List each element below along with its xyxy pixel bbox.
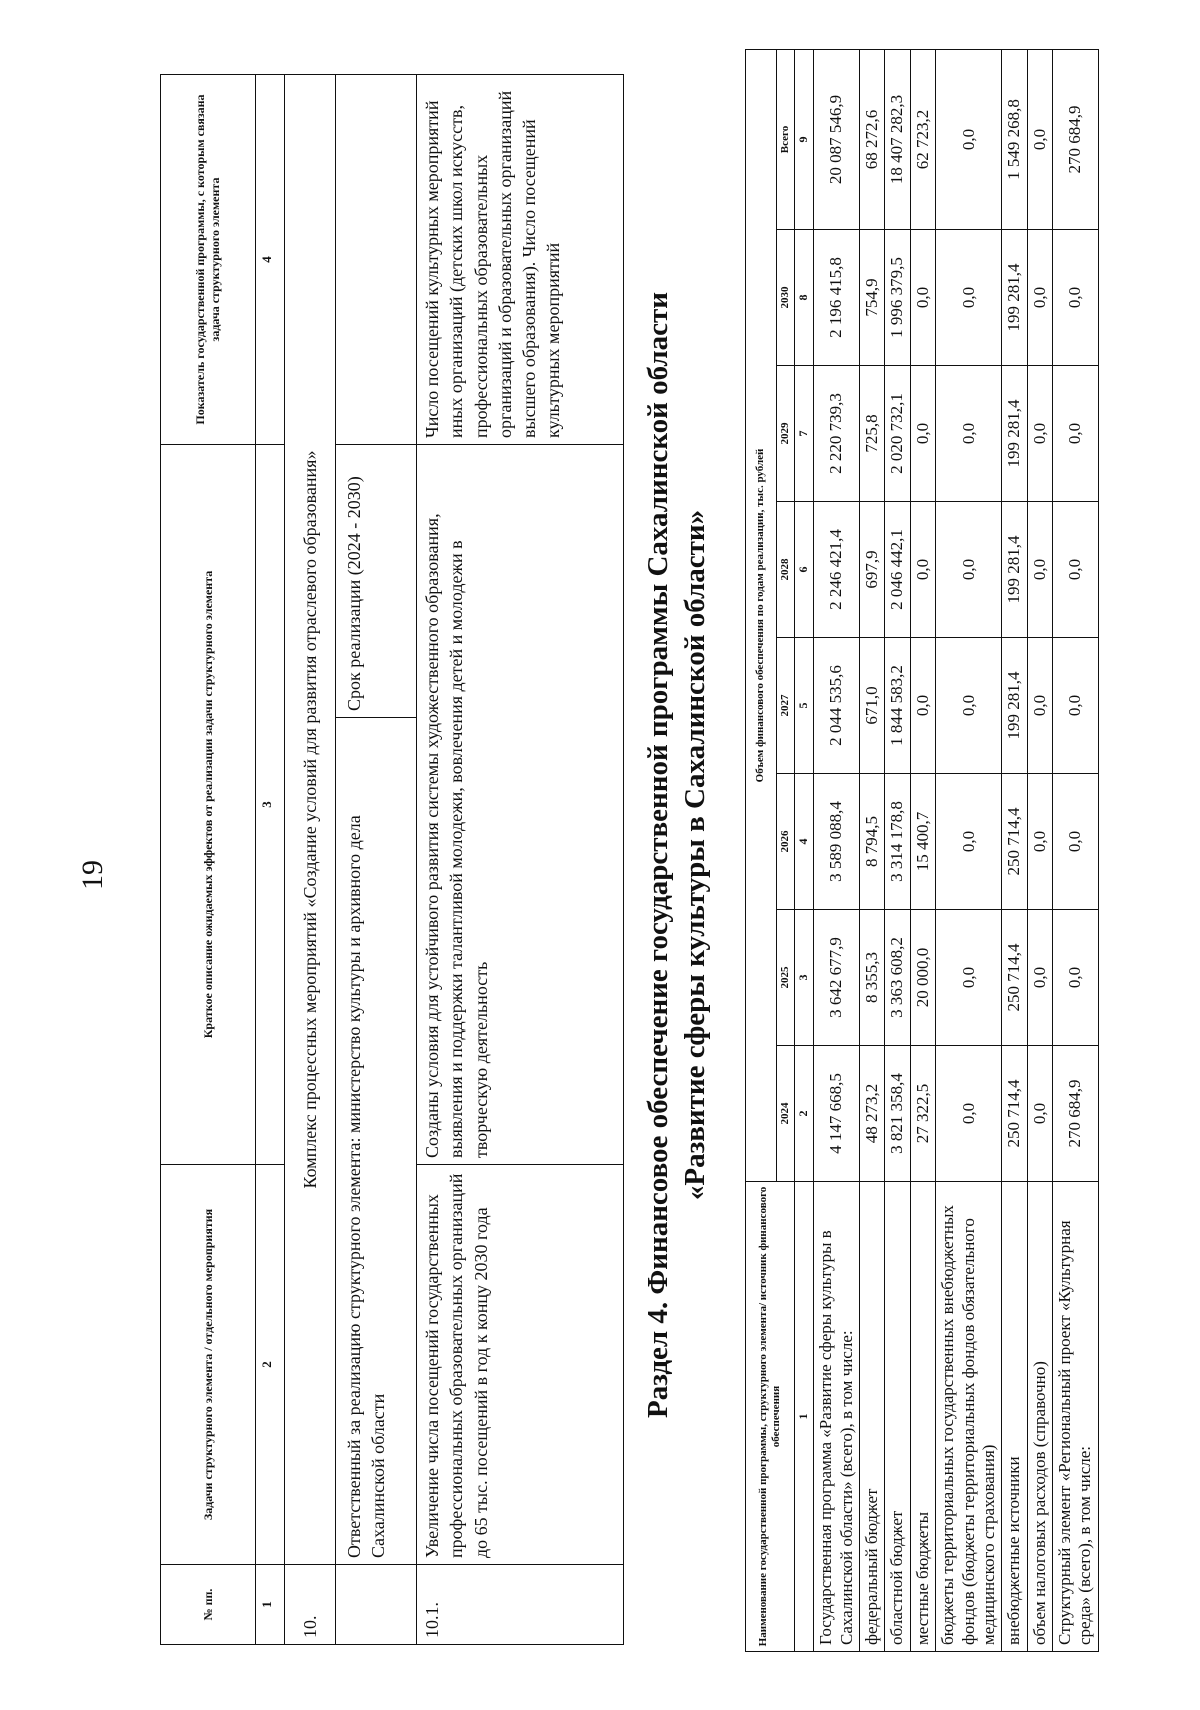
section-heading bbox=[640, 60, 714, 1650]
column-number: 4 bbox=[795, 774, 814, 910]
year-value: 0,0 bbox=[1053, 638, 1099, 774]
year-value: 1 996 379,5 bbox=[885, 230, 910, 366]
year-value: 0,0 bbox=[910, 366, 935, 502]
year-value: 199 281,4 bbox=[1002, 230, 1027, 366]
section-heading-line2: «Развитие сферы культуры в Сахалинской области» bbox=[679, 509, 712, 1201]
year-value: 8 355,3 bbox=[859, 910, 884, 1046]
year-value: 0,0 bbox=[1053, 910, 1099, 1046]
year-value: 20 000,0 bbox=[910, 910, 935, 1046]
total-value: 1 549 268,8 bbox=[1002, 49, 1027, 229]
year-value: 0,0 bbox=[936, 774, 1002, 910]
total-value: 68 272,6 bbox=[859, 49, 884, 229]
year-value: 15 400,7 bbox=[910, 774, 935, 910]
year-header: 2030 bbox=[777, 230, 795, 366]
empty-cell bbox=[336, 75, 417, 445]
table-row bbox=[910, 49, 935, 1651]
year-value: 0,0 bbox=[1053, 230, 1099, 366]
section-row bbox=[285, 75, 336, 1645]
year-value: 48 273,2 bbox=[859, 1046, 884, 1182]
section-heading-line1: Раздел 4. Финансовое обеспечение государственной программы Сахалинской области bbox=[642, 292, 674, 1419]
year-value: 3 642 677,9 bbox=[814, 910, 860, 1046]
year-value: 27 322,5 bbox=[910, 1046, 935, 1182]
total-value: 62 723,2 bbox=[910, 49, 935, 229]
responsible-text: Ответственный за реализацию структурного элемента: министерство культуры и архивного дела Сахалинской области bbox=[344, 815, 389, 1558]
column-number: 5 bbox=[795, 638, 814, 774]
header-volume: Объем финансового обеспечения по годам реализации, тыс. рублей bbox=[746, 49, 777, 1181]
year-value: 754,9 bbox=[859, 230, 884, 366]
total-header: Всего bbox=[777, 49, 795, 229]
table-row bbox=[814, 49, 860, 1651]
header-effect: Краткое описание ожидаемых эффектов от реализации задачи структурного элемента bbox=[161, 445, 256, 1165]
year-value: 250 714,4 bbox=[1002, 910, 1027, 1046]
year-value: 0,0 bbox=[936, 1046, 1002, 1182]
financing-body bbox=[814, 49, 1099, 1651]
header-number: № пп. bbox=[161, 1565, 256, 1645]
year-header: 2028 bbox=[777, 502, 795, 638]
financing-header-row bbox=[746, 49, 777, 1651]
year-value: 199 281,4 bbox=[1002, 366, 1027, 502]
table-row bbox=[885, 49, 910, 1651]
year-value: 0,0 bbox=[1027, 502, 1052, 638]
year-value: 0,0 bbox=[1027, 366, 1052, 502]
table-row bbox=[1002, 49, 1027, 1651]
year-value: 8 794,5 bbox=[859, 774, 884, 910]
year-value: 0,0 bbox=[1027, 910, 1052, 1046]
year-value: 270 684,9 bbox=[1053, 1046, 1099, 1182]
year-header: 2027 bbox=[777, 638, 795, 774]
year-value: 1 844 583,2 bbox=[885, 638, 910, 774]
year-value: 0,0 bbox=[910, 230, 935, 366]
header-task: Задачи структурного элемента / отдельного мероприятия bbox=[161, 1165, 256, 1565]
year-value: 3 363 608,2 bbox=[885, 910, 910, 1046]
year-header: 2029 bbox=[777, 366, 795, 502]
year-value: 725,8 bbox=[859, 366, 884, 502]
responsible-row bbox=[336, 75, 417, 1645]
year-value: 0,0 bbox=[910, 502, 935, 638]
task-description: Увеличение числа посещений государственных профессиональных образовательных организаций до 65 тыс. посещений в год к концу 2030 года bbox=[417, 1165, 624, 1565]
financing-table bbox=[745, 49, 1099, 1652]
column-number: 1 bbox=[795, 1182, 814, 1652]
table-row bbox=[1053, 49, 1099, 1651]
total-value: 0,0 bbox=[936, 49, 1002, 229]
column-number: 6 bbox=[795, 502, 814, 638]
task-indicator: Число посещений культурных мероприятий иных организаций (детских школ искусств, профессиональных образовательных организаций и образовательных организаций высшего образования). Число посещений культурных мероприятий bbox=[417, 75, 624, 445]
source-name: бюджеты территориальных государственных внебюджетных фондов (бюджеты территориальных фондов обязательного медицинского страхования) bbox=[936, 1182, 1002, 1652]
year-value: 0,0 bbox=[1053, 774, 1099, 910]
year-value: 0,0 bbox=[910, 638, 935, 774]
column-number: 3 bbox=[795, 910, 814, 1046]
source-name: федеральный бюджет bbox=[859, 1182, 884, 1652]
year-value: 0,0 bbox=[1027, 230, 1052, 366]
responsible-cell bbox=[336, 445, 417, 1565]
empty-cell bbox=[336, 1565, 417, 1645]
year-value: 697,9 bbox=[859, 502, 884, 638]
year-value: 0,0 bbox=[936, 366, 1002, 502]
task-number: 10.1. bbox=[417, 1565, 624, 1645]
header-source: Наименование государственной программы, структурного элемента/ источник финансового обеспечения bbox=[746, 1182, 795, 1652]
column-number: 2 bbox=[256, 1165, 285, 1565]
table-row bbox=[859, 49, 884, 1651]
year-value: 0,0 bbox=[1027, 638, 1052, 774]
year-value: 2 046 442,1 bbox=[885, 502, 910, 638]
year-header: 2024 bbox=[777, 1046, 795, 1182]
tasks-table bbox=[160, 74, 624, 1645]
year-value: 2 044 535,6 bbox=[814, 638, 860, 774]
source-name: Государственная программа «Развитие сферы культуры в Сахалинской области» (всего), в том числе: bbox=[814, 1182, 860, 1652]
table-row bbox=[1027, 49, 1052, 1651]
source-name: Структурный элемент «Региональный проект «Культурная среда» (всего), в том числе: bbox=[1053, 1182, 1099, 1652]
year-value: 2 020 732,1 bbox=[885, 366, 910, 502]
year-header: 2026 bbox=[777, 774, 795, 910]
total-value: 18 407 282,3 bbox=[885, 49, 910, 229]
task-row bbox=[417, 75, 624, 1645]
section-title: Комплекс процессных мероприятий «Создание условий для развития отраслевого образования» bbox=[285, 75, 336, 1565]
task-effect: Созданы условия для устойчивого развития системы художественного образования, выявления и поддержки талантливой молодежи, вовлечения детей и молодежи в творческую деятельность bbox=[417, 445, 624, 1165]
year-value: 0,0 bbox=[1027, 774, 1052, 910]
implementation-period: Срок реализации (2024 - 2030) bbox=[336, 445, 416, 718]
column-number: 2 bbox=[795, 1046, 814, 1182]
year-value: 2 246 421,4 bbox=[814, 502, 860, 638]
year-value: 671,0 bbox=[859, 638, 884, 774]
year-value: 3 589 088,4 bbox=[814, 774, 860, 910]
year-value: 0,0 bbox=[1053, 366, 1099, 502]
year-value: 199 281,4 bbox=[1002, 502, 1027, 638]
column-number: 4 bbox=[256, 75, 285, 445]
year-value: 3 314 178,8 bbox=[885, 774, 910, 910]
year-value: 250 714,4 bbox=[1002, 1046, 1027, 1182]
year-value: 0,0 bbox=[936, 502, 1002, 638]
header-indicator: Показатель государственной программы, с которым связана задача структурного элемента bbox=[161, 75, 256, 445]
column-number: 3 bbox=[256, 445, 285, 1165]
year-value: 0,0 bbox=[936, 638, 1002, 774]
year-value: 4 147 668,5 bbox=[814, 1046, 860, 1182]
year-value: 0,0 bbox=[1053, 502, 1099, 638]
year-value: 250 714,4 bbox=[1002, 774, 1027, 910]
column-number: 7 bbox=[795, 366, 814, 502]
tasks-table-column-numbers bbox=[256, 75, 285, 1645]
year-value: 0,0 bbox=[936, 910, 1002, 1046]
table-row bbox=[936, 49, 1002, 1651]
section-number: 10. bbox=[285, 1565, 336, 1645]
year-value: 0,0 bbox=[1027, 1046, 1052, 1182]
year-value: 0,0 bbox=[936, 230, 1002, 366]
year-header: 2025 bbox=[777, 910, 795, 1046]
page-number: 19 bbox=[76, 860, 109, 890]
tasks-table-header bbox=[161, 75, 256, 1645]
financing-column-numbers bbox=[795, 49, 814, 1651]
column-number: 8 bbox=[795, 230, 814, 366]
year-value: 3 821 358,4 bbox=[885, 1046, 910, 1182]
year-value: 2 220 739,3 bbox=[814, 366, 860, 502]
source-name: областной бюджет bbox=[885, 1182, 910, 1652]
source-name: объем налоговых расходов (справочно) bbox=[1027, 1182, 1052, 1652]
total-value: 0,0 bbox=[1027, 49, 1052, 229]
column-number: 9 bbox=[795, 49, 814, 229]
source-name: внебюджетные источники bbox=[1002, 1182, 1027, 1652]
total-value: 270 684,9 bbox=[1053, 49, 1099, 229]
total-value: 20 087 546,9 bbox=[814, 49, 860, 229]
source-name: местные бюджеты bbox=[910, 1182, 935, 1652]
year-value: 199 281,4 bbox=[1002, 638, 1027, 774]
year-value: 2 196 415,8 bbox=[814, 230, 860, 366]
column-number: 1 bbox=[256, 1565, 285, 1645]
